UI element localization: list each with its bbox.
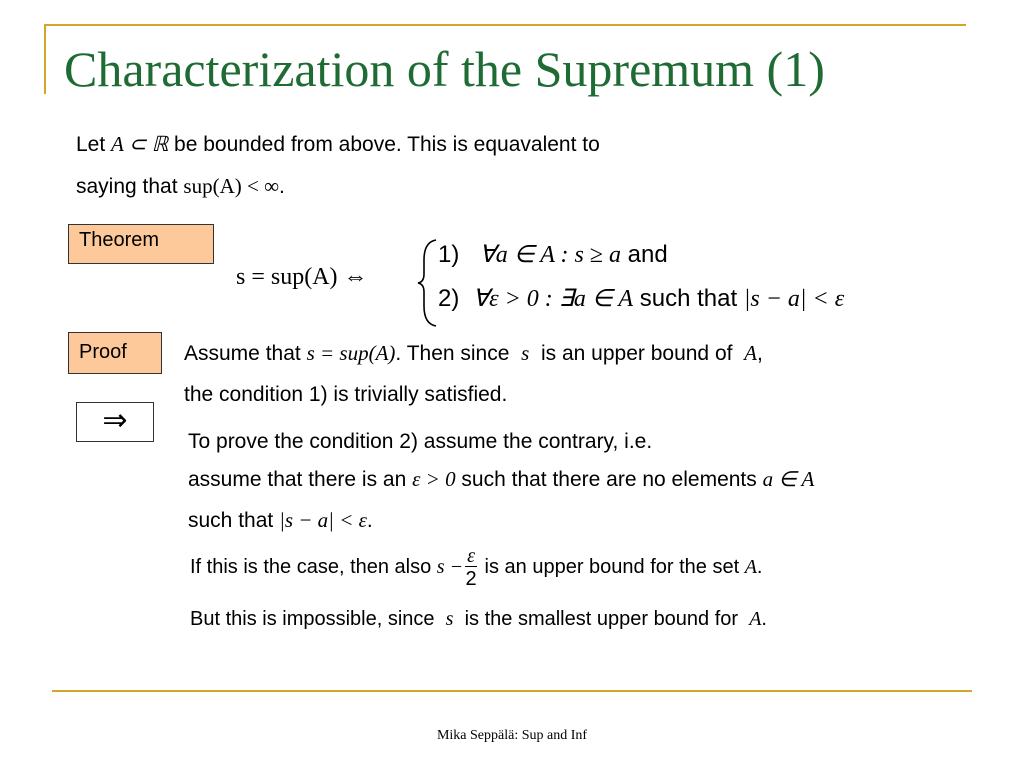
proof-text: assume that there is an bbox=[188, 468, 413, 491]
proof-math: s bbox=[445, 608, 454, 630]
theorem-lhs: s = sup(A) ⇔ bbox=[236, 264, 368, 290]
implies-direction-box bbox=[76, 402, 154, 442]
intro-text: Let bbox=[76, 133, 112, 156]
theorem-label-box bbox=[68, 224, 214, 264]
proof-text: . bbox=[756, 555, 763, 578]
proof-text: , bbox=[756, 342, 763, 365]
proof-text: If this is the case, then also bbox=[190, 555, 437, 578]
proof-text: is an upper bound for the set bbox=[478, 555, 745, 578]
proof-text: . bbox=[761, 608, 767, 630]
condition-number: 2) bbox=[438, 285, 460, 312]
intro-text: . bbox=[279, 175, 285, 198]
proof-line-5 bbox=[188, 508, 373, 533]
intro-math-set: A ⊂ ℝ bbox=[111, 132, 169, 156]
left-brace-icon bbox=[416, 238, 440, 328]
proof-math: s − bbox=[436, 555, 464, 578]
proof-math: A bbox=[749, 608, 762, 630]
intro-text: be bounded from above. This is equavalent to bbox=[168, 133, 600, 156]
proof-math: A bbox=[744, 341, 757, 365]
proof-text: such that there are no elements bbox=[455, 468, 763, 491]
intro-line-1 bbox=[76, 132, 600, 157]
theorem-label: Theorem bbox=[79, 229, 160, 251]
condition-1-and: and bbox=[620, 241, 668, 268]
proof-label-box bbox=[68, 332, 162, 374]
fraction-denominator: 2 bbox=[465, 568, 477, 590]
proof-text: . bbox=[366, 509, 373, 532]
proof-math: A bbox=[744, 555, 757, 578]
proof-line-3: To prove the condition 2) assume the contrary, i.e. bbox=[188, 430, 653, 453]
intro-line-2 bbox=[76, 174, 285, 199]
condition-1-math: ∀a ∈ A : s ≥ a bbox=[479, 242, 621, 268]
proof-math: s = sup(A) bbox=[306, 341, 396, 365]
proof-math: ε > 0 bbox=[412, 467, 456, 491]
top-rule bbox=[44, 24, 966, 26]
epsilon-over-two-fraction bbox=[465, 546, 477, 589]
title-accent-rule bbox=[44, 24, 46, 94]
proof-line-7 bbox=[190, 608, 767, 631]
theorem-condition-2 bbox=[438, 284, 844, 313]
proof-text: . Then since bbox=[395, 342, 516, 365]
proof-text: is the smallest upper bound for bbox=[459, 608, 744, 630]
condition-2-math: ∀ε > 0 : ∃a ∈ A bbox=[472, 286, 634, 312]
implies-arrow-icon: ⇒ bbox=[102, 403, 128, 438]
bottom-rule bbox=[52, 690, 972, 692]
condition-2-text: such that bbox=[633, 285, 744, 312]
fraction-numerator: ε bbox=[467, 545, 475, 567]
proof-text: But this is impossible, since bbox=[190, 608, 441, 630]
proof-line-4 bbox=[188, 467, 814, 492]
proof-math: s bbox=[521, 341, 530, 365]
intro-text: saying that bbox=[76, 175, 184, 198]
proof-math: |s − a| < ε bbox=[279, 508, 367, 532]
slide-footer: Mika Seppälä: Sup and Inf bbox=[436, 728, 588, 743]
proof-text: Assume that bbox=[184, 342, 307, 365]
intro-math-sup: sup(A) < ∞ bbox=[183, 174, 280, 198]
proof-text: is an upper bound of bbox=[535, 342, 739, 365]
proof-text: such that bbox=[188, 509, 280, 532]
condition-number: 1) bbox=[438, 241, 460, 268]
proof-math: a ∈ A bbox=[762, 467, 815, 491]
slide-title: Characterization of the Supremum (1) bbox=[64, 41, 825, 97]
theorem-condition-1 bbox=[438, 240, 668, 269]
proof-line-1 bbox=[184, 341, 763, 366]
proof-line-6 bbox=[190, 546, 762, 589]
proof-label: Proof bbox=[79, 341, 127, 363]
condition-2-inequality: |s − a| < ε bbox=[743, 286, 845, 312]
proof-line-2: the condition 1) is trivially satisfied. bbox=[184, 383, 508, 406]
